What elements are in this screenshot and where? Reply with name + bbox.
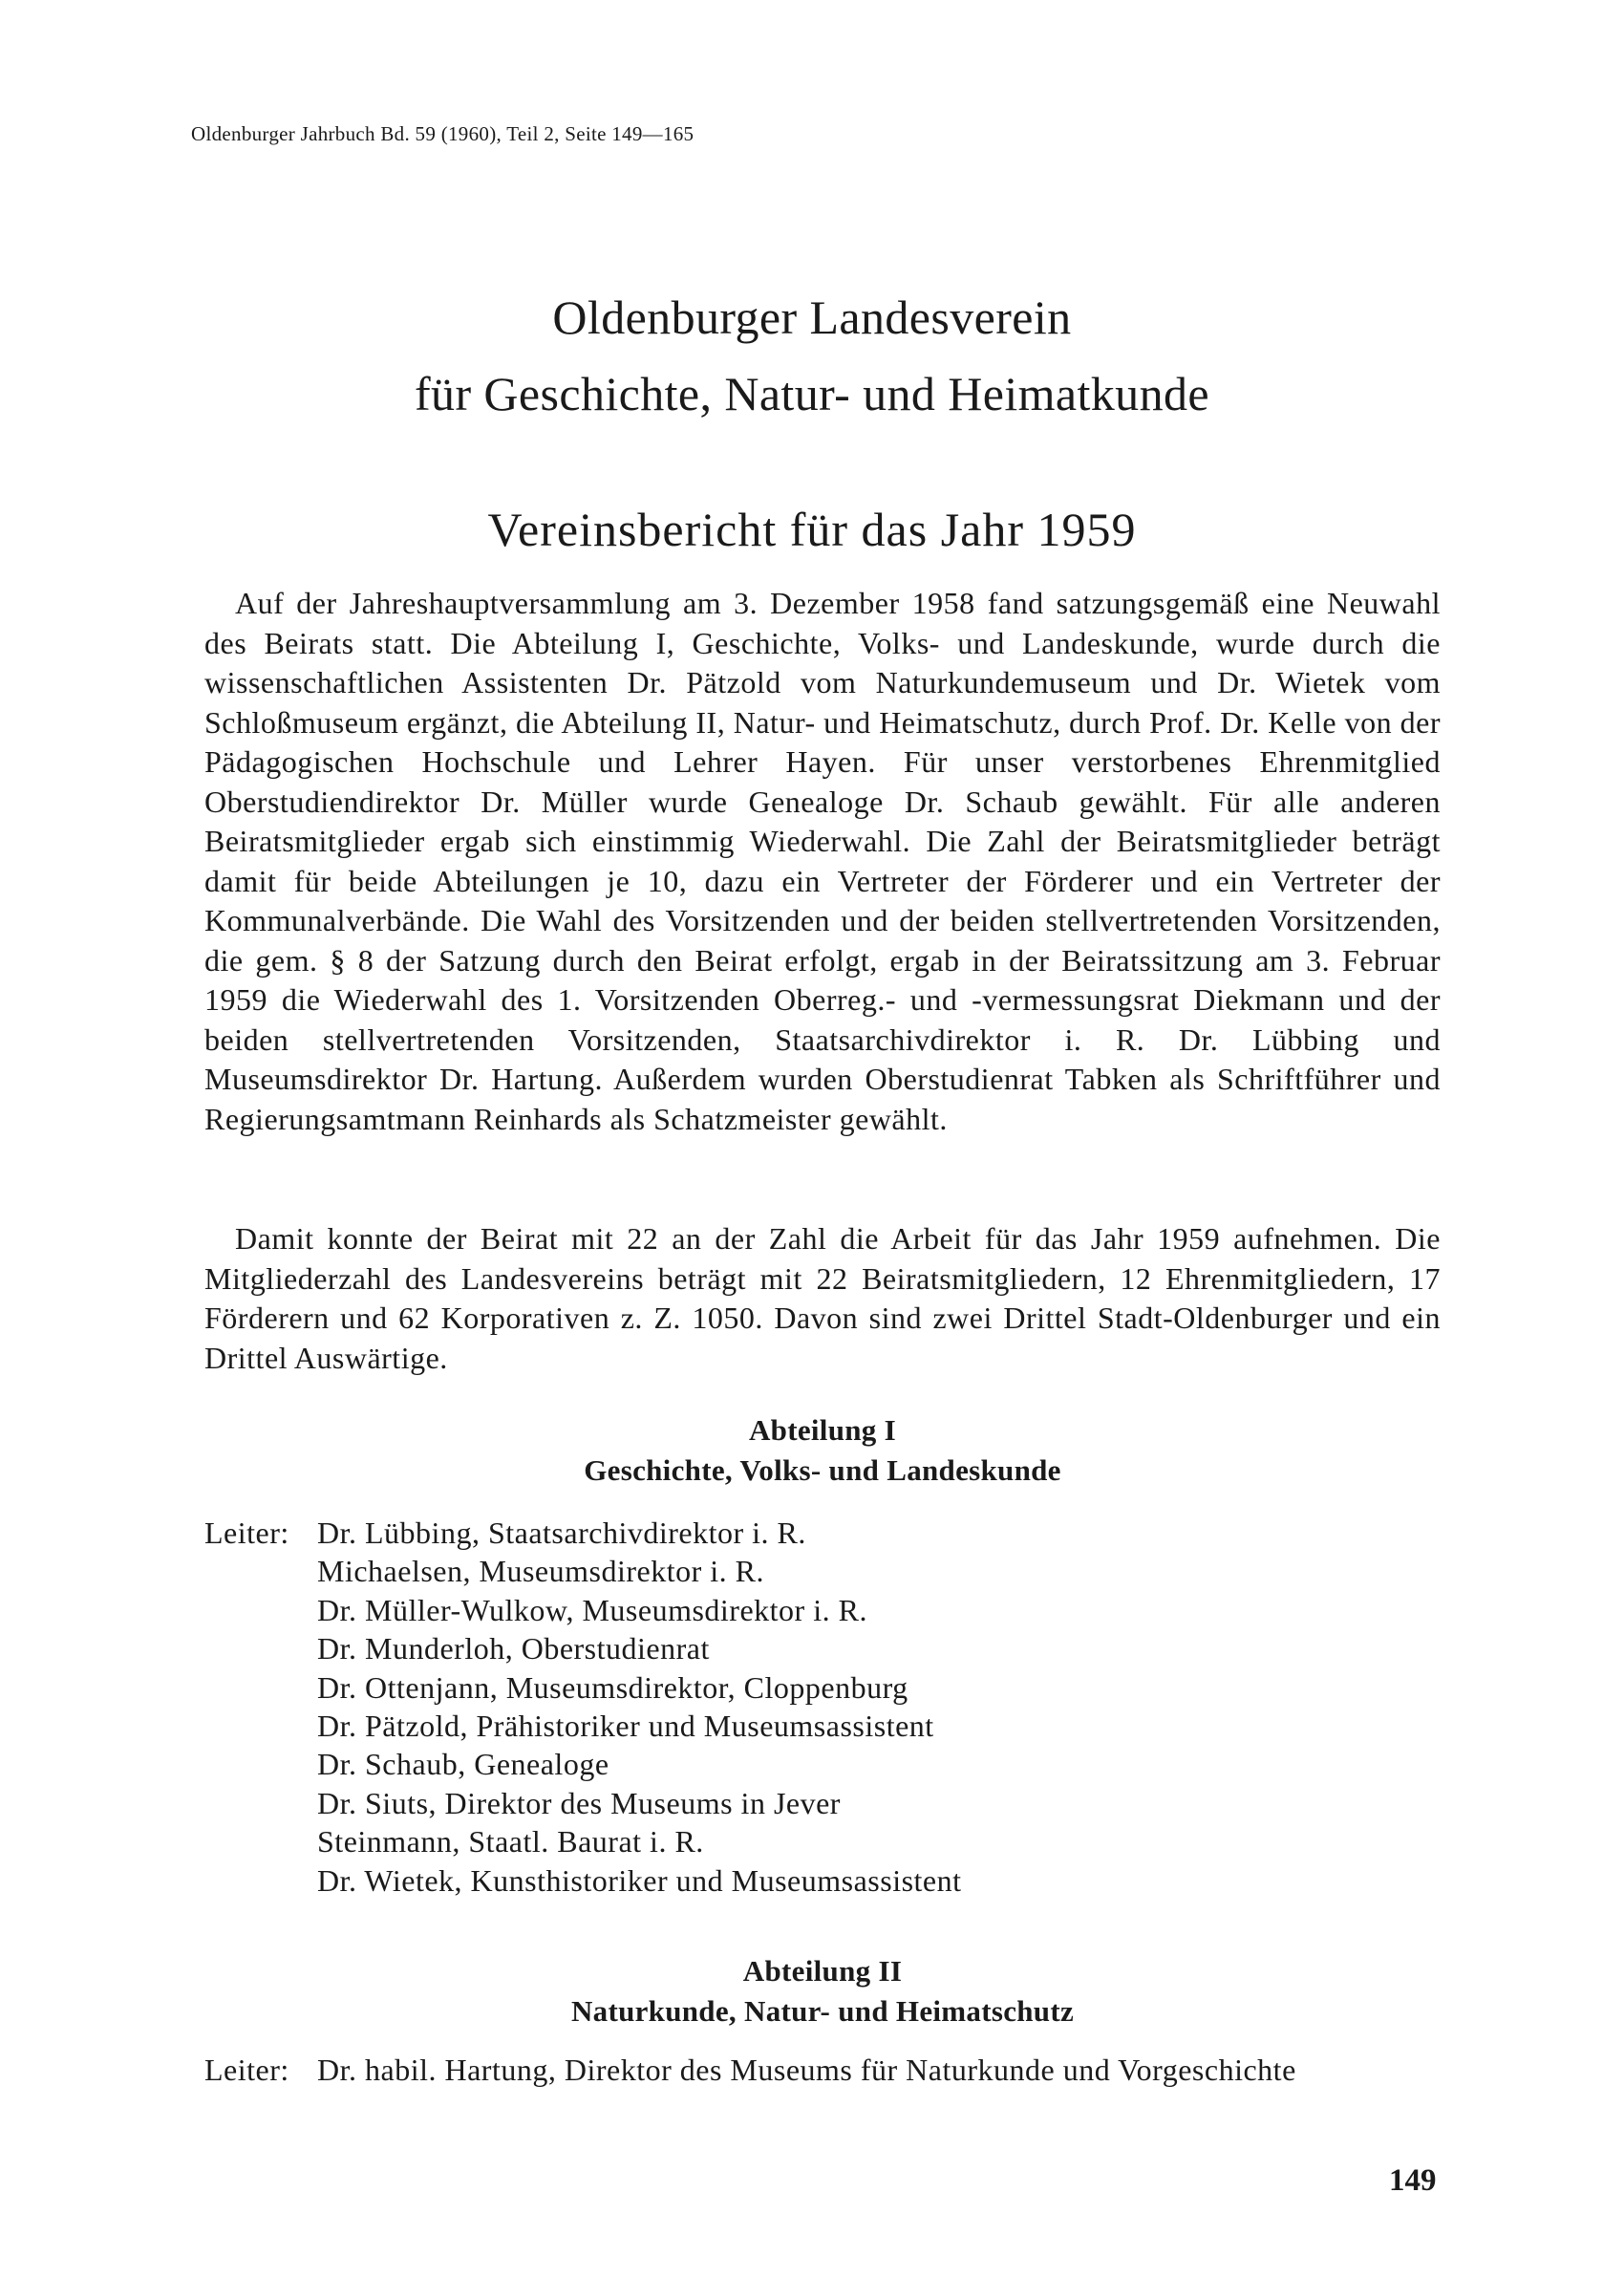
section-1-member-list xyxy=(204,1514,1441,1900)
member-line: Dr. Wietek, Kunsthistoriker und Museumsassistent xyxy=(317,1862,962,1898)
title-line-2: für Geschichte, Natur- und Heimatkunde xyxy=(415,367,1209,420)
paragraph-1: Auf der Jahreshauptversammlung am 3. Dezember 1958 fand satzungsgemäß eine Neuwahl des Beirats statt. Die Abteilung I, Geschichte, Volks- und Landeskunde, wurde durch die wissenschaftlichen Assistenten Dr. Pätzold vom Naturkundemuseum und Dr. Wietek vom Schloßmuseum ergänzt, die Abteilung II, Natur- und Heimatschutz, durch Prof. Dr. Kelle von der Pädagogischen Hochschule und Lehrer Hayen. Für unser verstorbenes Ehrenmitglied Oberstudiendirektor Dr. Müller wurde Genealoge Dr. Schaub gewählt. Für alle anderen Beiratsmitglieder ergab sich einstimmig Wiederwahl. Die Zahl der Beiratsmitglieder beträgt damit für beide Abteilungen je 10, dazu ein Vertreter der Förderer und ein Vertreter der Kommunalverbände. Die Wahl des Vorsitzenden und der beiden stellvertretenden Vorsitzenden, die gem. § 8 der Satzung durch den Beirat erfolgt, ergab in der Beiratssitzung am 3. Februar 1959 die Wiederwahl des 1. Vorsitzenden Oberreg.- und -vermessungsrat Diekmann und der beiden stellvertretenden Vorsitzenden, Staatsarchivdirektor i. R. Dr. Lübbing und Museumsdirektor Dr. Hartung. Außerdem wurden Oberstudienrat Tabken als Schriftführer und Regierungsamtmann Reinhards als Schatzmeister gewählt. xyxy=(204,586,1441,1136)
paragraph-2: Damit konnte der Beirat mit 22 an der Zahl die Arbeit für das Jahr 1959 aufnehmen. Die Mitgliederzahl des Landesvereins beträgt mit 22 Beiratsmitgliedern, 12 Ehrenmitgliedern, 17 Förderern und 62 Korporativen z. Z. 1050. Davon sind zwei Drittel Stadt-Oldenburger und ein Drittel Auswärtige. xyxy=(204,1221,1441,1375)
paragraph-2-block xyxy=(204,1219,1441,1378)
member-line: Steinmann, Staatl. Baurat i. R. xyxy=(317,1824,704,1860)
member-line: Dr. Siuts, Direktor des Museums in Jever xyxy=(317,1785,841,1820)
section-2-heading: Abteilung II xyxy=(742,1954,903,1988)
member-line: Dr. Lübbing, Staatsarchivdirektor i. R. xyxy=(317,1516,806,1550)
section-2-subheading: Naturkunde, Natur- und Heimatschutz xyxy=(570,1994,1075,2028)
report-title: Vereinsbericht für das Jahr 1959 xyxy=(487,503,1137,556)
leiter-row xyxy=(204,1514,1441,1552)
title-line-1: Oldenburger Landesverein xyxy=(552,290,1072,344)
member-line: Dr. Ottenjann, Museumsdirektor, Cloppenburg xyxy=(317,1669,908,1705)
section-2-member-list xyxy=(204,2051,1441,2089)
member-line: Michaelsen, Museumsdirektor i. R. xyxy=(317,1554,764,1589)
member-line: Dr. Müller-Wulkow, Museumsdirektor i. R. xyxy=(317,1592,867,1627)
member-line: Dr. Pätzold, Prähistoriker und Museumsassistent xyxy=(317,1709,934,1744)
member-line: Dr. Schaub, Genealoge xyxy=(317,1747,609,1782)
leiter-label: Leiter: xyxy=(204,2053,289,2087)
leiter-text: Dr. habil. Hartung, Direktor des Museums für Naturkunde und Vorgeschichte xyxy=(317,2053,1296,2087)
member-line: Dr. Munderloh, Oberstudienrat xyxy=(317,1631,710,1666)
section-1-heading: Abteilung I xyxy=(748,1413,897,1447)
leiter-row xyxy=(204,2051,1441,2089)
section-1-subheading: Geschichte, Volks- und Landeskunde xyxy=(584,1453,1061,1487)
paragraph-1-block xyxy=(204,584,1441,1139)
title-block xyxy=(191,279,1433,432)
running-head: Oldenburger Jahrbuch Bd. 59 (1960), Teil 2, Seite 149—165 xyxy=(191,122,694,145)
page-number: 149 xyxy=(1389,2163,1437,2198)
leiter-label: Leiter: xyxy=(204,1516,289,1550)
